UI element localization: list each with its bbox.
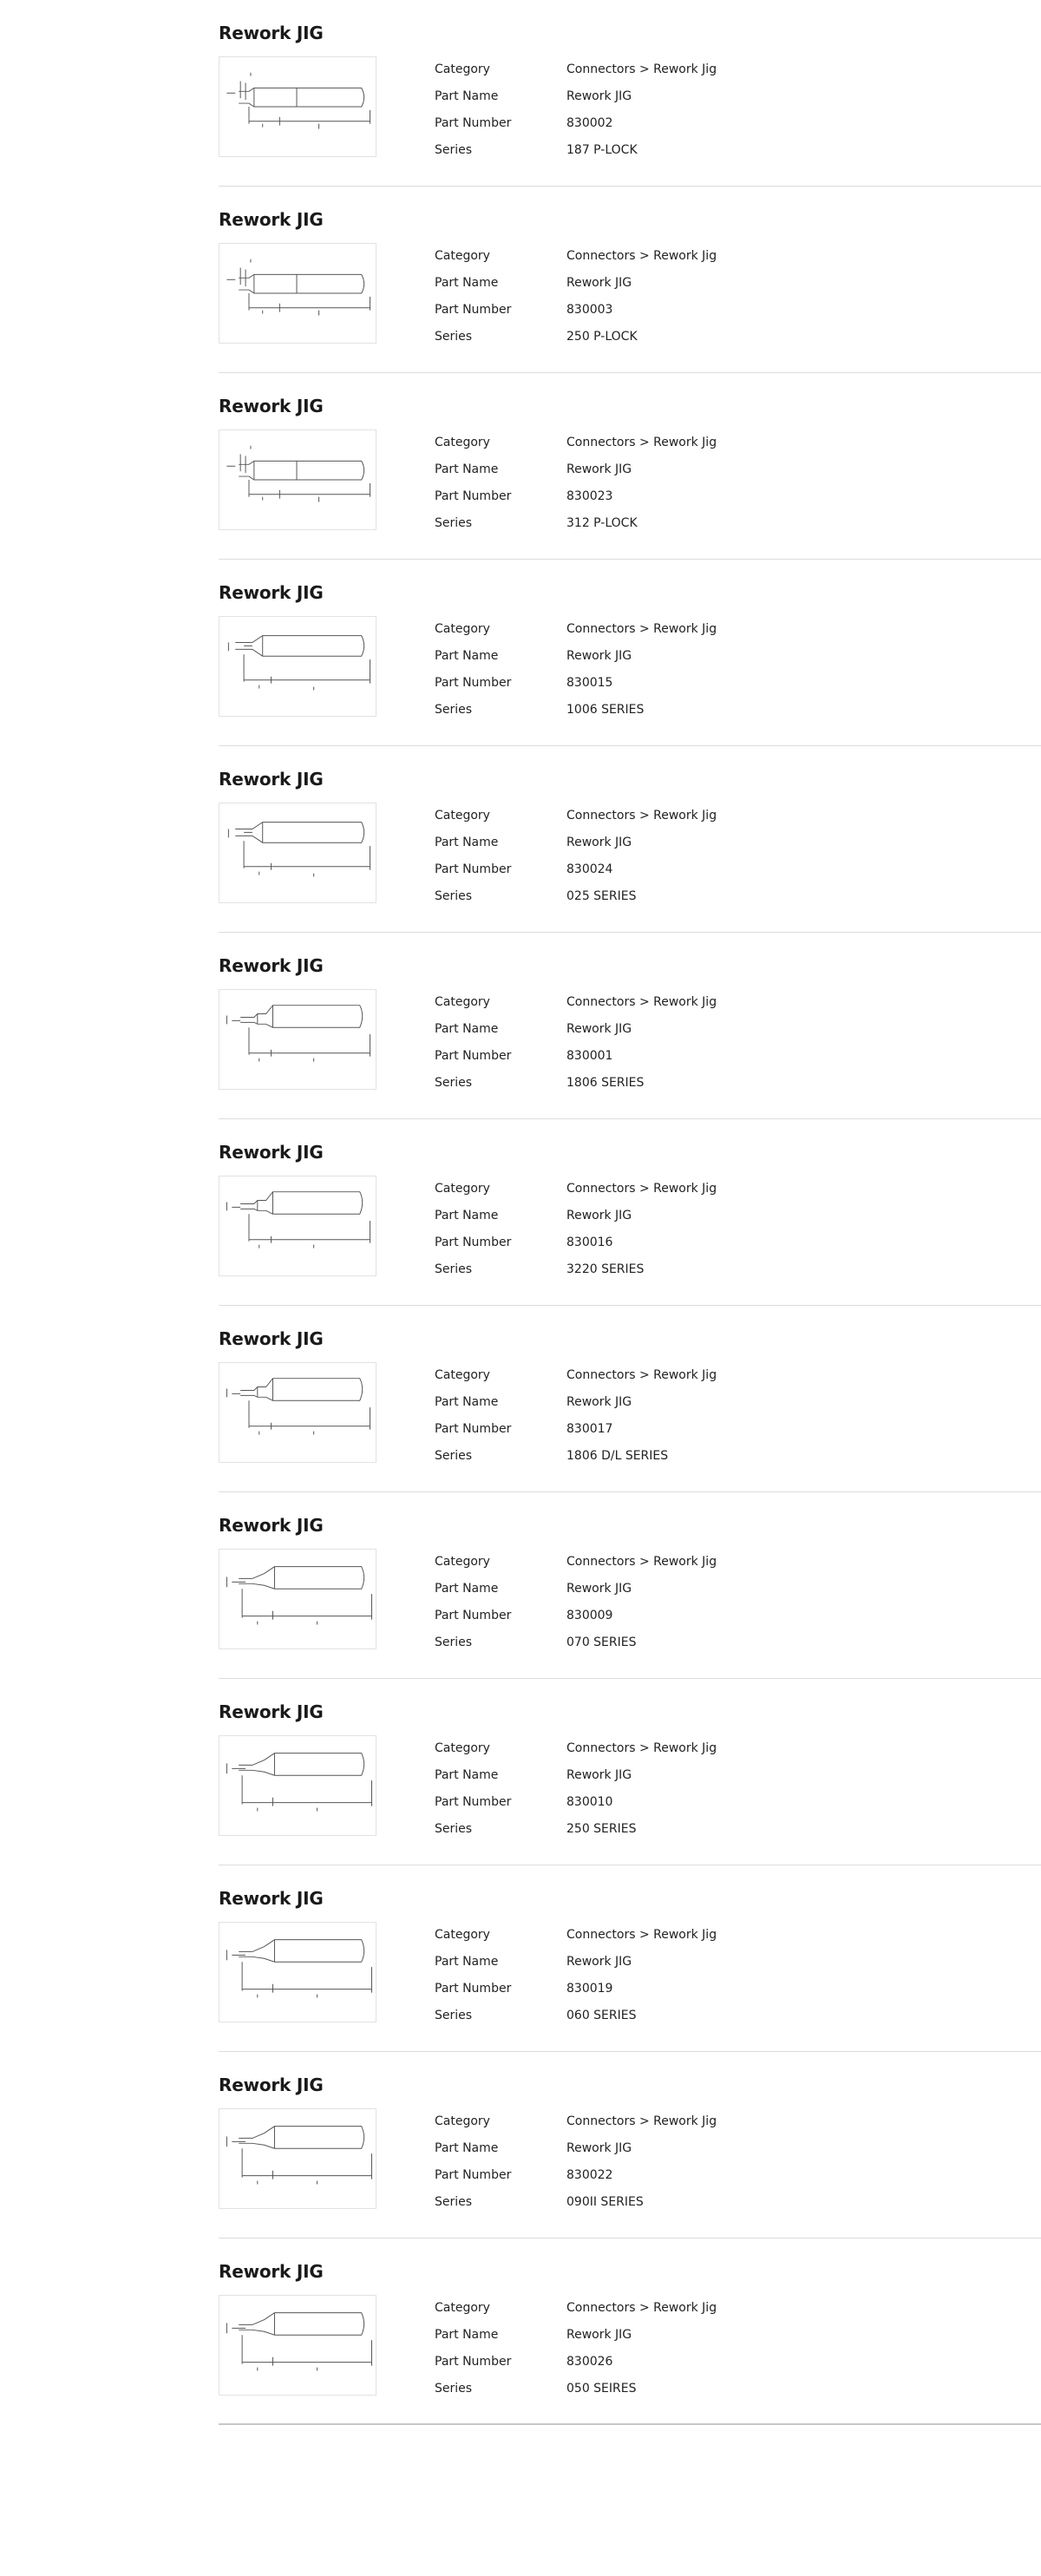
spec-label: Part Number xyxy=(435,302,512,317)
spec-row-series xyxy=(435,696,717,723)
spec-value-category: Connectors > Rework Jig xyxy=(566,1740,717,1755)
product-title[interactable]: Rework JIG xyxy=(219,1701,324,1722)
product-specs xyxy=(435,1734,717,1842)
spec-label: Part Number xyxy=(435,1981,512,1996)
spec-label: Series xyxy=(435,2008,473,2022)
product-drawing-image[interactable] xyxy=(219,1176,376,1276)
spec-row-part-number xyxy=(435,296,717,323)
spec-row-category xyxy=(435,615,717,642)
spec-label: Category xyxy=(435,435,490,449)
spec-row-series xyxy=(435,509,717,536)
product-drawing-image[interactable] xyxy=(219,2108,376,2209)
spec-value-part-number: 830019 xyxy=(566,1981,613,1996)
spec-row-category xyxy=(435,242,717,269)
spec-label: Part Name xyxy=(435,1208,499,1222)
spec-row-part-number xyxy=(435,2348,717,2375)
product-item xyxy=(219,1865,1041,2052)
spec-value-part-number: 830022 xyxy=(566,2167,613,2182)
spec-value-part-name: Rework JIG xyxy=(566,2327,632,2342)
product-title[interactable]: Rework JIG xyxy=(219,209,324,230)
spec-label: Part Name xyxy=(435,648,499,663)
product-title[interactable]: Rework JIG xyxy=(219,2075,324,2095)
spec-row-part-name xyxy=(435,2321,717,2348)
product-drawing-image[interactable] xyxy=(219,1549,376,1649)
product-item xyxy=(219,2238,1041,2425)
product-drawing-image[interactable] xyxy=(219,429,376,530)
spec-value-category: Connectors > Rework Jig xyxy=(566,621,717,636)
spec-value-category: Connectors > Rework Jig xyxy=(566,808,717,823)
product-specs xyxy=(435,429,717,536)
product-item xyxy=(219,1119,1041,1306)
spec-row-series xyxy=(435,1815,717,1842)
spec-label: Series xyxy=(435,1448,473,1463)
spec-value-category: Connectors > Rework Jig xyxy=(566,1554,717,1569)
spec-value-part-number: 830016 xyxy=(566,1235,613,1249)
spec-row-part-number xyxy=(435,482,717,509)
spec-label: Series xyxy=(435,702,473,717)
spec-value-series: 1806 SERIES xyxy=(566,1075,645,1090)
spec-label: Category xyxy=(435,2114,490,2128)
spec-row-part-number xyxy=(435,1975,717,2002)
spec-value-part-number: 830026 xyxy=(566,2354,613,2369)
spec-value-part-number: 830023 xyxy=(566,488,613,503)
product-item xyxy=(219,2052,1041,2238)
product-title[interactable]: Rework JIG xyxy=(219,1142,324,1163)
spec-value-series: 025 SERIES xyxy=(566,888,637,903)
spec-label: Series xyxy=(435,888,473,903)
product-item xyxy=(219,373,1041,560)
spec-row-category xyxy=(435,56,717,82)
product-specs xyxy=(435,802,717,909)
spec-label: Part Name xyxy=(435,2327,499,2342)
product-item xyxy=(219,1679,1041,1865)
spec-row-part-number xyxy=(435,109,717,136)
spec-row-series xyxy=(435,1629,717,1655)
spec-value-part-number: 830002 xyxy=(566,115,613,130)
product-title[interactable]: Rework JIG xyxy=(219,23,324,43)
spec-row-part-name xyxy=(435,1015,717,1042)
spec-value-category: Connectors > Rework Jig xyxy=(566,994,717,1009)
spec-value-part-name: Rework JIG xyxy=(566,1581,632,1596)
spec-row-category xyxy=(435,988,717,1015)
spec-label: Category xyxy=(435,808,490,823)
product-specs xyxy=(435,56,717,163)
spec-label: Category xyxy=(435,1367,490,1382)
spec-row-part-number xyxy=(435,669,717,696)
product-specs xyxy=(435,2107,717,2215)
spec-value-part-name: Rework JIG xyxy=(566,835,632,849)
spec-value-series: 250 P-LOCK xyxy=(566,329,638,344)
spec-value-part-number: 830017 xyxy=(566,1421,613,1436)
spec-row-category xyxy=(435,429,717,456)
spec-value-category: Connectors > Rework Jig xyxy=(566,62,717,76)
spec-label: Series xyxy=(435,1262,473,1276)
spec-value-category: Connectors > Rework Jig xyxy=(566,1367,717,1382)
spec-value-part-number: 830001 xyxy=(566,1048,613,1063)
spec-value-part-name: Rework JIG xyxy=(566,88,632,103)
product-drawing-image[interactable] xyxy=(219,56,376,157)
spec-value-series: 250 SERIES xyxy=(566,1821,637,1836)
spec-label: Series xyxy=(435,142,473,157)
spec-value-part-name: Rework JIG xyxy=(566,2140,632,2155)
spec-row-series xyxy=(435,1069,717,1096)
spec-row-part-name xyxy=(435,2134,717,2161)
product-specs xyxy=(435,1361,717,1469)
spec-value-series: 187 P-LOCK xyxy=(566,142,638,157)
spec-row-category xyxy=(435,1734,717,1761)
spec-value-part-name: Rework JIG xyxy=(566,1394,632,1409)
product-item xyxy=(219,0,1041,187)
spec-row-part-name xyxy=(435,269,717,296)
product-item xyxy=(219,1492,1041,1679)
spec-label: Category xyxy=(435,1927,490,1942)
spec-value-part-name: Rework JIG xyxy=(566,1954,632,1969)
spec-row-part-number xyxy=(435,1229,717,1255)
spec-label: Part Number xyxy=(435,1235,512,1249)
spec-label: Category xyxy=(435,62,490,76)
spec-value-series: 090II SERIES xyxy=(566,2194,644,2209)
spec-row-part-name xyxy=(435,1202,717,1229)
spec-row-category xyxy=(435,1548,717,1575)
spec-label: Series xyxy=(435,2194,473,2209)
spec-row-part-name xyxy=(435,82,717,109)
spec-row-category xyxy=(435,1175,717,1202)
product-title[interactable]: Rework JIG xyxy=(219,582,324,603)
product-drawing-image[interactable] xyxy=(219,1735,376,1836)
spec-value-part-number: 830024 xyxy=(566,862,613,876)
spec-value-part-number: 830003 xyxy=(566,302,613,317)
spec-value-category: Connectors > Rework Jig xyxy=(566,248,717,263)
spec-value-part-number: 830010 xyxy=(566,1794,613,1809)
spec-value-series: 3220 SERIES xyxy=(566,1262,645,1276)
product-list xyxy=(219,0,1041,2425)
spec-row-series xyxy=(435,2188,717,2215)
spec-value-part-name: Rework JIG xyxy=(566,1767,632,1782)
product-item xyxy=(219,1306,1041,1492)
product-specs xyxy=(435,2294,717,2402)
spec-value-part-number: 830015 xyxy=(566,675,613,690)
product-specs xyxy=(435,242,717,350)
product-drawing-image[interactable] xyxy=(219,243,376,344)
spec-label: Part Name xyxy=(435,1954,499,1969)
product-title[interactable]: Rework JIG xyxy=(219,2261,324,2282)
spec-row-part-number xyxy=(435,1788,717,1815)
product-drawing-image[interactable] xyxy=(219,1922,376,2022)
product-drawing-image[interactable] xyxy=(219,989,376,1090)
spec-value-series: 060 SERIES xyxy=(566,2008,637,2022)
product-specs xyxy=(435,1921,717,2029)
spec-label: Part Name xyxy=(435,1767,499,1782)
spec-label: Category xyxy=(435,1181,490,1196)
spec-row-part-name xyxy=(435,1575,717,1602)
spec-label: Part Name xyxy=(435,835,499,849)
product-item xyxy=(219,560,1041,746)
product-title[interactable]: Rework JIG xyxy=(219,1328,324,1349)
product-title[interactable]: Rework JIG xyxy=(219,1888,324,1909)
spec-row-series xyxy=(435,882,717,909)
product-item xyxy=(219,187,1041,373)
spec-label: Part Name xyxy=(435,88,499,103)
spec-row-part-name xyxy=(435,1948,717,1975)
spec-row-part-name xyxy=(435,829,717,855)
spec-row-part-name xyxy=(435,456,717,482)
spec-row-category xyxy=(435,1361,717,1388)
spec-row-category xyxy=(435,2107,717,2134)
spec-value-category: Connectors > Rework Jig xyxy=(566,435,717,449)
product-title[interactable]: Rework JIG xyxy=(219,396,324,416)
spec-label: Part Number xyxy=(435,488,512,503)
spec-label: Series xyxy=(435,1821,473,1836)
product-specs xyxy=(435,615,717,723)
spec-label: Series xyxy=(435,515,473,530)
spec-row-part-number xyxy=(435,1602,717,1629)
product-drawing-image[interactable] xyxy=(219,1362,376,1463)
spec-label: Part Number xyxy=(435,675,512,690)
spec-row-part-number xyxy=(435,1415,717,1442)
spec-row-series xyxy=(435,1442,717,1469)
product-specs xyxy=(435,1175,717,1282)
spec-value-series: 070 SERIES xyxy=(566,1635,637,1649)
product-item xyxy=(219,933,1041,1119)
spec-value-part-name: Rework JIG xyxy=(566,648,632,663)
spec-label: Part Number xyxy=(435,115,512,130)
spec-value-part-name: Rework JIG xyxy=(566,1208,632,1222)
spec-label: Part Name xyxy=(435,2140,499,2155)
spec-value-part-name: Rework JIG xyxy=(566,462,632,476)
spec-row-series xyxy=(435,1255,717,1282)
spec-value-part-name: Rework JIG xyxy=(566,1021,632,1036)
spec-row-series xyxy=(435,2002,717,2029)
spec-row-part-number xyxy=(435,2161,717,2188)
spec-row-part-name xyxy=(435,642,717,669)
spec-value-series: 050 SEIRES xyxy=(566,2381,637,2396)
spec-label: Series xyxy=(435,1635,473,1649)
product-item xyxy=(219,746,1041,933)
spec-value-part-name: Rework JIG xyxy=(566,275,632,290)
spec-value-series: 1806 D/L SERIES xyxy=(566,1448,669,1463)
spec-label: Part Name xyxy=(435,1394,499,1409)
spec-value-category: Connectors > Rework Jig xyxy=(566,1181,717,1196)
product-specs xyxy=(435,988,717,1096)
product-drawing-image[interactable] xyxy=(219,803,376,903)
spec-label: Series xyxy=(435,329,473,344)
spec-label: Series xyxy=(435,1075,473,1090)
product-drawing-image[interactable] xyxy=(219,616,376,717)
spec-label: Part Name xyxy=(435,275,499,290)
spec-row-part-number xyxy=(435,855,717,882)
spec-value-series: 312 P-LOCK xyxy=(566,515,638,530)
spec-value-series: 1006 SERIES xyxy=(566,702,645,717)
spec-label: Category xyxy=(435,1740,490,1755)
spec-label: Part Number xyxy=(435,2354,512,2369)
product-specs xyxy=(435,1548,717,1655)
spec-label: Category xyxy=(435,248,490,263)
spec-value-category: Connectors > Rework Jig xyxy=(566,1927,717,1942)
spec-label: Category xyxy=(435,621,490,636)
spec-row-series xyxy=(435,2375,717,2402)
spec-value-part-number: 830009 xyxy=(566,1608,613,1622)
spec-label: Category xyxy=(435,994,490,1009)
spec-row-part-number xyxy=(435,1042,717,1069)
product-title[interactable]: Rework JIG xyxy=(219,1515,324,1536)
spec-value-category: Connectors > Rework Jig xyxy=(566,2114,717,2128)
spec-row-series xyxy=(435,136,717,163)
spec-value-category: Connectors > Rework Jig xyxy=(566,2300,717,2315)
spec-row-part-name xyxy=(435,1761,717,1788)
spec-row-category xyxy=(435,1921,717,1948)
spec-row-part-name xyxy=(435,1388,717,1415)
spec-row-category xyxy=(435,2294,717,2321)
spec-label: Part Number xyxy=(435,1794,512,1809)
spec-row-category xyxy=(435,802,717,829)
spec-label: Part Name xyxy=(435,1581,499,1596)
spec-label: Part Name xyxy=(435,462,499,476)
spec-label: Category xyxy=(435,2300,490,2315)
product-drawing-image[interactable] xyxy=(219,2295,376,2396)
spec-row-series xyxy=(435,323,717,350)
product-title[interactable]: Rework JIG xyxy=(219,955,324,976)
spec-label: Part Number xyxy=(435,2167,512,2182)
spec-label: Part Number xyxy=(435,862,512,876)
spec-label: Part Number xyxy=(435,1048,512,1063)
spec-label: Part Name xyxy=(435,1021,499,1036)
spec-label: Series xyxy=(435,2381,473,2396)
spec-label: Part Number xyxy=(435,1608,512,1622)
spec-label: Category xyxy=(435,1554,490,1569)
product-title[interactable]: Rework JIG xyxy=(219,769,324,790)
spec-label: Part Number xyxy=(435,1421,512,1436)
